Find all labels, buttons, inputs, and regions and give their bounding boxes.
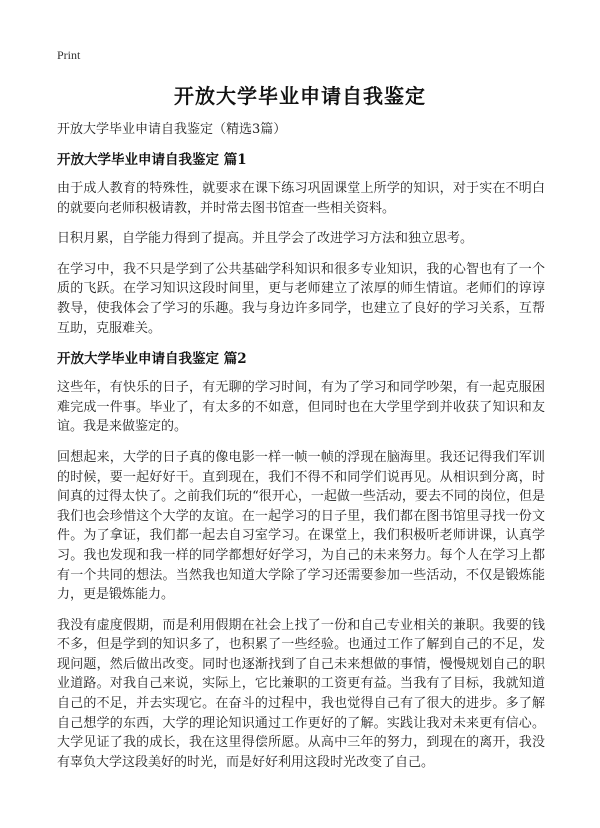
paragraph: 日积月累，自学能力得到了提高。并且学会了改进学习方法和独立思考。 [57,231,474,247]
section-heading-1: 开放大学毕业申请自我鉴定 篇1 [57,152,247,168]
paragraph: 在学习中，我不只是学到了公共基础学科知识和很多专业知识，我的心智也有了一个质的飞跃。在学习知识这段时间里，更与老师建立了浓厚的师生情谊。老师们的谆谆教导，使我体会了学习的乐趣。我与身边许多同学，也建立了良好的学习关系，互帮互助，克服难关。 [57,261,545,336]
paragraph: 我没有虚度假期，而是利用假期在社会上找了一份和自己专业相关的兼职。我要的钱不多，但是学到的知识多了，也积累了一些经验。也通过工作了解到自己的不足，发现问题，然后做出改变。同时也逐渐找到了自己未来想做的事情，慢慢规划自己的职业道路。对我自己来说，实际上，它比兼职的工资更有益。当我有了目标，我就知道自己的不足，并去实现它。在奋斗的过程中，我也觉得自己有了很大的进步。多了解自己想学的东西，大学的理论知识通过工作更好的了解。实践让我对未来更有信心。大学见证了我的成长，我在这里得偿所愿。从高中三年的努力，到现在的离开，我没有辜负大学这段美好的时光，而是好好利用这段时光改变了自己。 [57,617,545,770]
print-link[interactable]: Print [57,48,81,62]
section-heading-2: 开放大学毕业申请自我鉴定 篇2 [57,351,247,368]
document-body [57,120,545,783]
paragraph: 这些年，有快乐的日子，有无聊的学习时间，有为了学习和同学吵架，有一起克服困难完成一件事。毕业了，有太多的不如意，但同时也在大学里学到并收获了知识和友谊。我是来做鉴定的。 [57,380,545,435]
document-subtitle: 开放大学毕业申请自我鉴定（精选3篇） [57,122,287,137]
paragraph: 由于成人教育的特殊性，就要求在课下练习巩固课堂上所学的知识，对于实在不明白的就要向老师积极请教，并时常去图书馆查一些相关资料。 [57,181,545,216]
document-title: 开放大学毕业申请自我鉴定 [174,84,426,108]
paragraph: 回想起来，大学的日子真的像电影一样一帧一帧的浮现在脑海里。我还记得我们军训的时候，要一起好好干。直到现在，我们不得不和同学们说再见。从相识到分离，时间真的过得太快了。之前我们玩的“很开心，一起做一些活动，要去不同的岗位，但是我们也会珍惜这个大学的友谊。在一起学习的日子里，我们都在图书馆里寻找一份文件。为了拿证，我们都一起去自习室学习。在课堂上，我们积极听老师讲课，认真学习。我也发现和我一样的同学都想好好学习，为自己的未来努力。每个人在学习上都有一个共同的想法。当然我也知道大学除了学习还需要参加一些活动，不仅是锻炼能力，更是锻炼能力。 [57,449,545,603]
